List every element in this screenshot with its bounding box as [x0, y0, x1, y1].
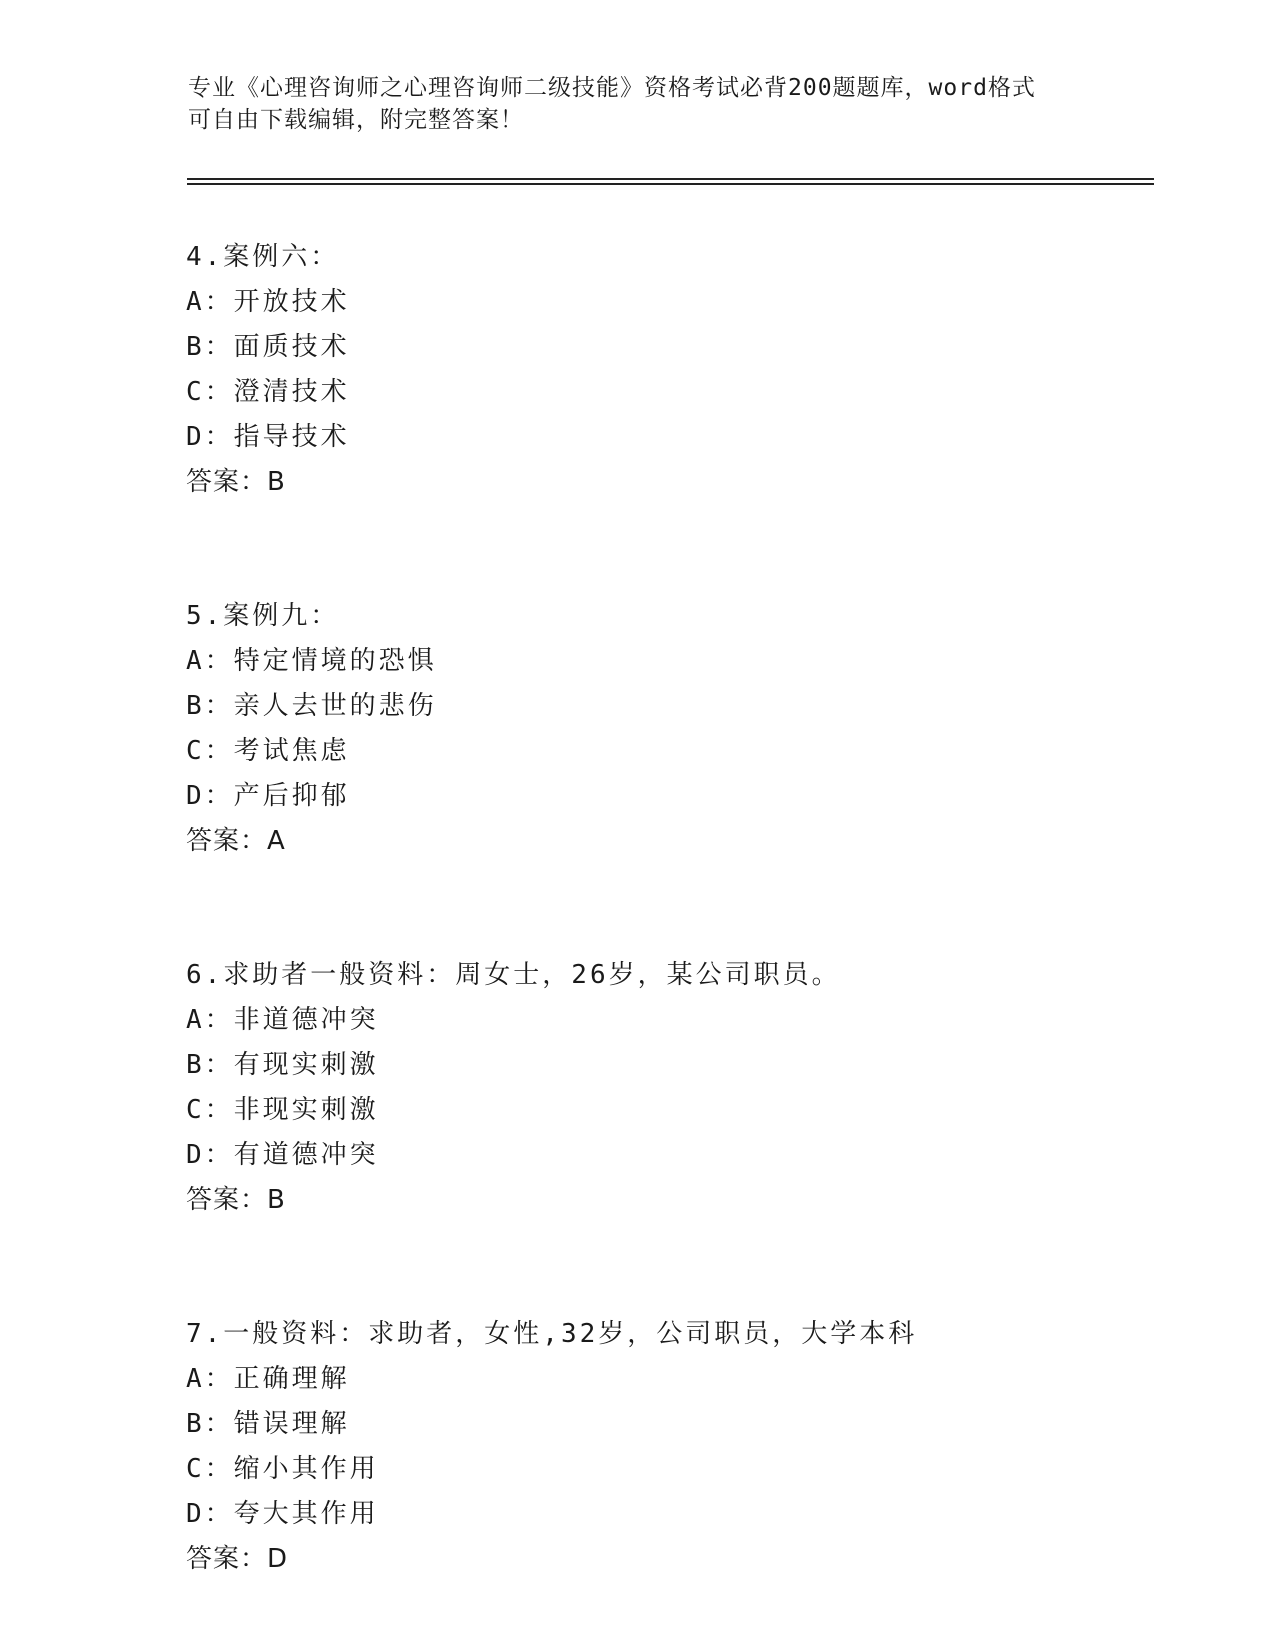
- answer-line: 答案：D: [186, 1544, 289, 1574]
- option-d: D：有道德冲突: [186, 1140, 379, 1170]
- option-a: A：开放技术: [186, 287, 350, 317]
- question-7: [186, 1312, 1146, 1582]
- question-stem: 6.求助者一般资料：周女士，26岁，某公司职员。: [186, 960, 841, 990]
- option-c: C：澄清技术: [186, 377, 350, 407]
- header-divider-top: [187, 178, 1154, 180]
- option-d: D：产后抑郁: [186, 781, 350, 811]
- header-line-1: 专业《心理咨询师之心理咨询师二级技能》资格考试必背200题题库，word格式: [188, 75, 1036, 101]
- question-spacer: [186, 1223, 1146, 1312]
- option-b: B：有现实刺激: [186, 1050, 379, 1080]
- option-b: B：错误理解: [186, 1409, 350, 1439]
- option-a: A：特定情境的恐惧: [186, 646, 437, 676]
- question-stem: 7.一般资料：求助者，女性,32岁，公司职员，大学本科: [186, 1319, 918, 1349]
- document-header: [188, 72, 1088, 136]
- option-b: B：亲人去世的悲伤: [186, 691, 437, 721]
- question-4: [186, 235, 1146, 505]
- question-stem: 4.案例六：: [186, 242, 340, 272]
- option-c: C：考试焦虑: [186, 736, 350, 766]
- question-stem: 5.案例九：: [186, 601, 340, 631]
- option-c: C：非现实刺激: [186, 1095, 379, 1125]
- header-line-2: 可自由下载编辑，附完整答案！: [188, 107, 524, 133]
- option-a: A：非道德冲突: [186, 1005, 379, 1035]
- question-5: [186, 594, 1146, 864]
- header-divider-bottom: [187, 183, 1154, 185]
- option-a: A：正确理解: [186, 1364, 350, 1394]
- answer-line: 答案：B: [186, 1185, 286, 1215]
- question-spacer: [186, 864, 1146, 953]
- option-b: B：面质技术: [186, 332, 350, 362]
- answer-line: 答案：B: [186, 467, 286, 497]
- option-d: D：夸大其作用: [186, 1499, 379, 1529]
- question-6: [186, 953, 1146, 1223]
- question-list: [186, 235, 1146, 1582]
- option-d: D：指导技术: [186, 422, 350, 452]
- answer-line: 答案：A: [186, 826, 286, 856]
- question-spacer: [186, 505, 1146, 594]
- option-c: C：缩小其作用: [186, 1454, 379, 1484]
